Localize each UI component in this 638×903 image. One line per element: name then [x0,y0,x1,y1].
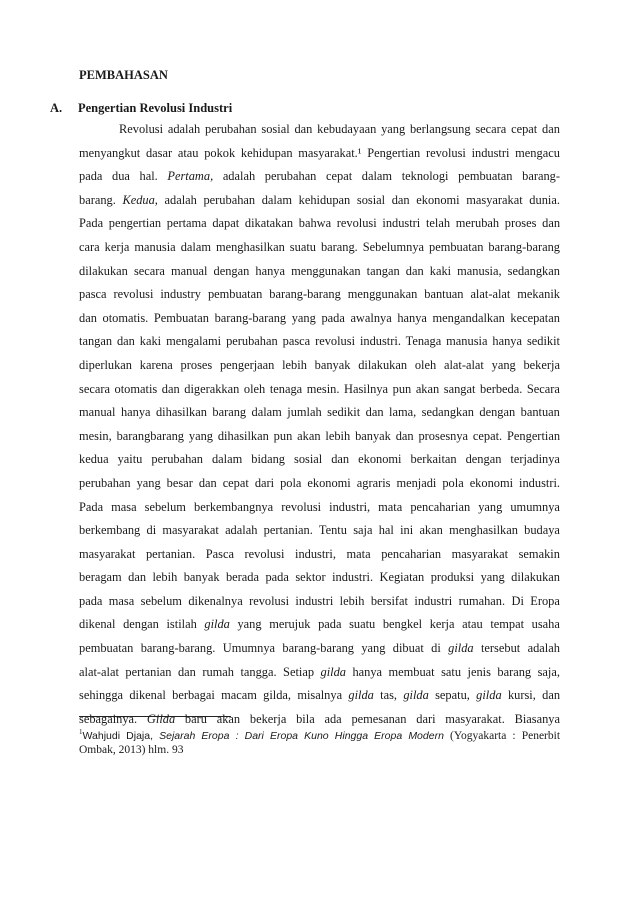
paragraph-line: tangan dan kaki mengalami perubahan pasca revolusi industri. Tenaga manusia hanya sedikit [79,334,560,349]
body-paragraph [79,118,560,731]
paragraph-line: dikenal dengan istilah gilda yang merujuk pada suatu bengkel kerja atau tempat usaha [79,617,560,632]
paragraph-line: kedua yaitu perubahan dalam bidang sosial dan ekonomi berkaitan dengan terjadinya [79,452,560,467]
paragraph-line: barang. Kedua, adalah perubahan dalam kehidupan sosial dan ekonomi masyarakat dunia. [79,192,560,207]
paragraph-line: pada masa sebelum dikenalnya revolusi industri lebih bersifat industri rumahan. Di Eropa [79,593,560,608]
section-heading [50,101,232,116]
paragraph-line: masyarakat pertanian. Pasca revolusi industri, mata pencaharian masyarakat semakin [79,546,560,561]
paragraph-line: Pada masa sebelum berkembangnya revolusi industri, mata pencaharian yang umumnya [79,499,560,514]
paragraph-line: Revolusi adalah perubahan sosial dan kebudayaan yang berlangsung secara cepat dan [119,122,560,136]
paragraph-line: mesin, barangbarang yang dihasilkan pun akan lebih banyak dan prosesnya cepat. Pengertian [79,428,560,443]
paragraph-line: diperlukan karena proses pengerjaan lebih banyak dilakukan oleh alat-alat yang bekerja [79,357,560,372]
paragraph-line: dan otomatis. Pembuatan barang-barang yang pada awalnya hanya mengandalkan kecepatan [79,310,560,325]
paragraph-line: pada dua hal. Pertama, adalah perubahan cepat dalam teknologi pembuatan barang- [79,169,560,184]
footnote-marker: 1 [79,728,83,736]
footnote-book-title: Sejarah Eropa : Dari Eropa Kuno Hingga Eropa Modern [159,729,444,742]
footnote-author: Wahjudi Djaja, [82,729,154,742]
page-heading: PEMBAHASAN [79,68,168,82]
section-number: A. [50,101,63,115]
paragraph-line: sebagainya. Gilda baru akan bekerja bila ada pemesanan dari masyarakat. Biasanya [79,711,560,726]
paragraph-line: manual hanya dihasilkan barang dalam jumlah sedikit dan lama, sedangkan dengan bantuan [79,405,560,420]
paragraph-line: dilakukan secara manual dengan hanya menggunakan tangan dan kaki manusia, sedangkan [79,263,560,278]
paragraph-line: sehingga dikenal berbagai macam gilda, misalnya gilda tas, gilda sepatu, gilda kursi, dan [79,688,560,703]
paragraph-line: berkembang di masyarakat adalah pertanian. Tentu saja hal ini akan menghasilkan budaya [79,523,560,538]
section-title: Pengertian Revolusi Industri [78,101,233,115]
paragraph-line: alat-alat pertanian dan rumah tangga. Setiap gilda hanya membuat satu jenis barang saja, [79,664,560,679]
paragraph-line: cara kerja manusia dalam menghasilkan suatu barang. Sebelumnya pembuatan barang-barang [79,239,560,254]
paragraph-line: Pada pengertian pertama dapat dikatakan bahwa revolusi industri telah merubah proses dan [79,216,560,231]
footnote-separator [79,716,231,717]
paragraph-line: secara otomatis dan digerakkan oleh tenaga mesin. Hasilnya pun akan sangat berbeda. Secara [79,381,560,396]
paragraph-line: perubahan yang besar dan cepat dari pola ekonomi agraris menjadi pola ekonomi industri. [79,475,560,490]
footnote-continuation: Ombak, 2013) hlm. 93 [79,744,184,756]
paragraph-line: menyangkut dasar atau pokok kehidupan masyarakat.¹ Pengertian revolusi industri mengacu [79,145,560,160]
paragraph-line: pembuatan barang-barang. Umumnya barang-barang yang dibuat di gilda tersebut adalah [79,641,560,656]
paragraph-line: beragam dan lebih banyak berada pada sektor industri. Kegiatan produksi yang dilakukan [79,570,560,585]
paragraph-line: pasca revolusi industry pembuatan barang-barang menggunakan bantuan alat-alat mekanik [79,287,560,302]
footnote-publisher: (Yogyakarta : Penerbit [450,729,560,742]
